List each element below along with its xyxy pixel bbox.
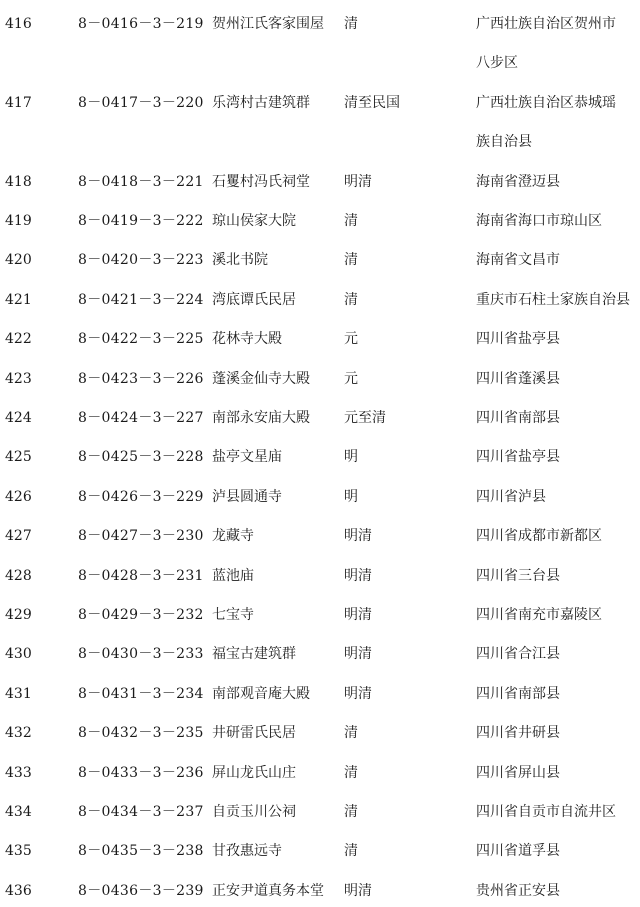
row-code: 8－0433－3－236: [78, 764, 204, 781]
row-number: 427: [5, 528, 32, 545]
row-code: 8－0426－3－229: [78, 488, 204, 505]
row-code: 8－0432－3－235: [78, 725, 204, 742]
row-code: 8－0421－3－224: [78, 291, 204, 308]
site-location-line: 海南省澄迈县: [476, 173, 560, 190]
row-code: 8－0430－3－233: [78, 646, 204, 663]
row-number: 418: [5, 173, 32, 190]
row-number: 420: [5, 252, 32, 269]
site-location-line: 四川省三台县: [476, 567, 560, 584]
site-era: 明清: [344, 882, 372, 899]
site-era: 明清: [344, 646, 372, 663]
row-code: 8－0429－3－232: [78, 607, 204, 623]
row-number: 417: [5, 94, 32, 111]
row-code: 8－0427－3－230: [78, 528, 204, 545]
site-name: 甘孜惠远寺: [212, 843, 282, 860]
site-era: 清: [344, 16, 358, 32]
site-era: 元: [344, 331, 358, 348]
row-code: 8－0428－3－231: [78, 567, 204, 584]
row-number: 436: [5, 882, 32, 899]
site-name: 蓬溪金仙寺大殿: [212, 370, 310, 387]
site-location-line: 四川省南部县: [476, 410, 560, 426]
site-name: 井研雷氏民居: [212, 725, 296, 742]
site-name: 石矍村冯氏祠堂: [212, 173, 310, 190]
site-location-line: 四川省盐亭县: [476, 449, 560, 466]
site-era: 明: [344, 449, 358, 466]
site-era: 清: [344, 764, 358, 781]
site-era: 元: [344, 370, 358, 387]
row-number: 428: [5, 567, 32, 584]
row-number: 432: [5, 725, 32, 742]
row-code: 8－0418－3－221: [78, 173, 204, 190]
site-name: 泸县圆通寺: [212, 488, 282, 505]
row-number: 422: [5, 331, 32, 348]
site-location-line: 四川省成都市新都区: [476, 528, 602, 545]
site-era: 元至清: [344, 410, 386, 426]
row-code: 8－0416－3－219: [78, 16, 204, 32]
site-location-line: 八步区: [476, 55, 518, 72]
site-location-line: 四川省泸县: [476, 488, 546, 505]
site-name: 溪北书院: [212, 252, 268, 269]
site-name: 湾底谭氏民居: [212, 291, 296, 308]
site-location-line: 四川省屏山县: [476, 764, 560, 781]
site-name: 福宝古建筑群: [212, 646, 296, 663]
row-number: 425: [5, 449, 32, 466]
site-name: 正安尹道真务本堂: [212, 882, 324, 899]
site-location-line: 四川省南充市嘉陵区: [476, 607, 602, 623]
site-name: 七宝寺: [212, 607, 254, 623]
site-location-line: 四川省南部县: [476, 685, 560, 702]
row-number: 423: [5, 370, 32, 387]
site-era: 明清: [344, 528, 372, 545]
site-name: 龙藏寺: [212, 528, 254, 545]
row-code: 8－0435－3－238: [78, 843, 204, 860]
site-era: 清: [344, 252, 358, 269]
site-era: 清: [344, 843, 358, 860]
site-era: 明清: [344, 607, 372, 623]
site-era: 明清: [344, 567, 372, 584]
row-number: 429: [5, 607, 32, 623]
site-era: 清: [344, 725, 358, 742]
site-location-line: 四川省合江县: [476, 646, 560, 663]
site-location-line: 海南省文昌市: [476, 252, 560, 269]
site-name: 贺州江氏客家围屋: [212, 16, 324, 32]
row-number: 421: [5, 291, 32, 308]
site-location-line: 贵州省正安县: [476, 882, 560, 899]
site-name: 自贡玉川公祠: [212, 804, 296, 820]
site-era: 清: [344, 804, 358, 820]
row-number: 435: [5, 843, 32, 860]
row-code: 8－0434－3－237: [78, 804, 204, 820]
row-number: 426: [5, 488, 32, 505]
row-number: 431: [5, 685, 32, 702]
row-code: 8－0431－3－234: [78, 685, 204, 702]
site-name: 南部永安庙大殿: [212, 410, 310, 426]
site-name: 屏山龙氏山庄: [212, 764, 296, 781]
site-era: 清: [344, 213, 358, 229]
site-name: 花林寺大殿: [212, 331, 282, 348]
site-era: 明清: [344, 173, 372, 190]
site-location-line: 四川省井研县: [476, 725, 560, 742]
site-era: 明: [344, 488, 358, 505]
row-number: 433: [5, 764, 32, 781]
site-name: 蓝池庙: [212, 567, 254, 584]
row-number: 430: [5, 646, 32, 663]
site-era: 清: [344, 291, 358, 308]
site-location-line: 四川省道孚县: [476, 843, 560, 860]
site-era: 清至民国: [344, 94, 400, 111]
site-location-line: 四川省盐亭县: [476, 331, 560, 348]
site-name: 乐湾村古建筑群: [212, 94, 310, 111]
row-number: 416: [5, 16, 32, 32]
row-code: 8－0417－3－220: [78, 94, 204, 111]
site-location-line: 海南省海口市琼山区: [476, 213, 602, 229]
site-location-line: 广西壮族自治区贺州市: [476, 16, 616, 32]
site-location-line: 重庆市石柱土家族自治县: [476, 291, 630, 308]
row-code: 8－0422－3－225: [78, 331, 204, 348]
site-location-line: 族自治县: [476, 134, 532, 151]
row-number: 434: [5, 804, 32, 820]
site-location-line: 四川省蓬溪县: [476, 370, 560, 387]
site-name: 盐亭文星庙: [212, 449, 282, 466]
site-location-line: 四川省自贡市自流井区: [476, 804, 616, 820]
row-number: 419: [5, 213, 32, 229]
row-code: 8－0419－3－222: [78, 213, 204, 229]
row-code: 8－0420－3－223: [78, 252, 204, 269]
site-location-line: 广西壮族自治区恭城瑶: [476, 94, 616, 111]
row-code: 8－0423－3－226: [78, 370, 204, 387]
row-number: 424: [5, 410, 32, 426]
row-code: 8－0424－3－227: [78, 410, 204, 426]
row-code: 8－0436－3－239: [78, 882, 204, 899]
site-name: 南部观音庵大殿: [212, 685, 310, 702]
site-era: 明清: [344, 685, 372, 702]
row-code: 8－0425－3－228: [78, 449, 204, 466]
site-name: 琼山侯家大院: [212, 213, 296, 229]
